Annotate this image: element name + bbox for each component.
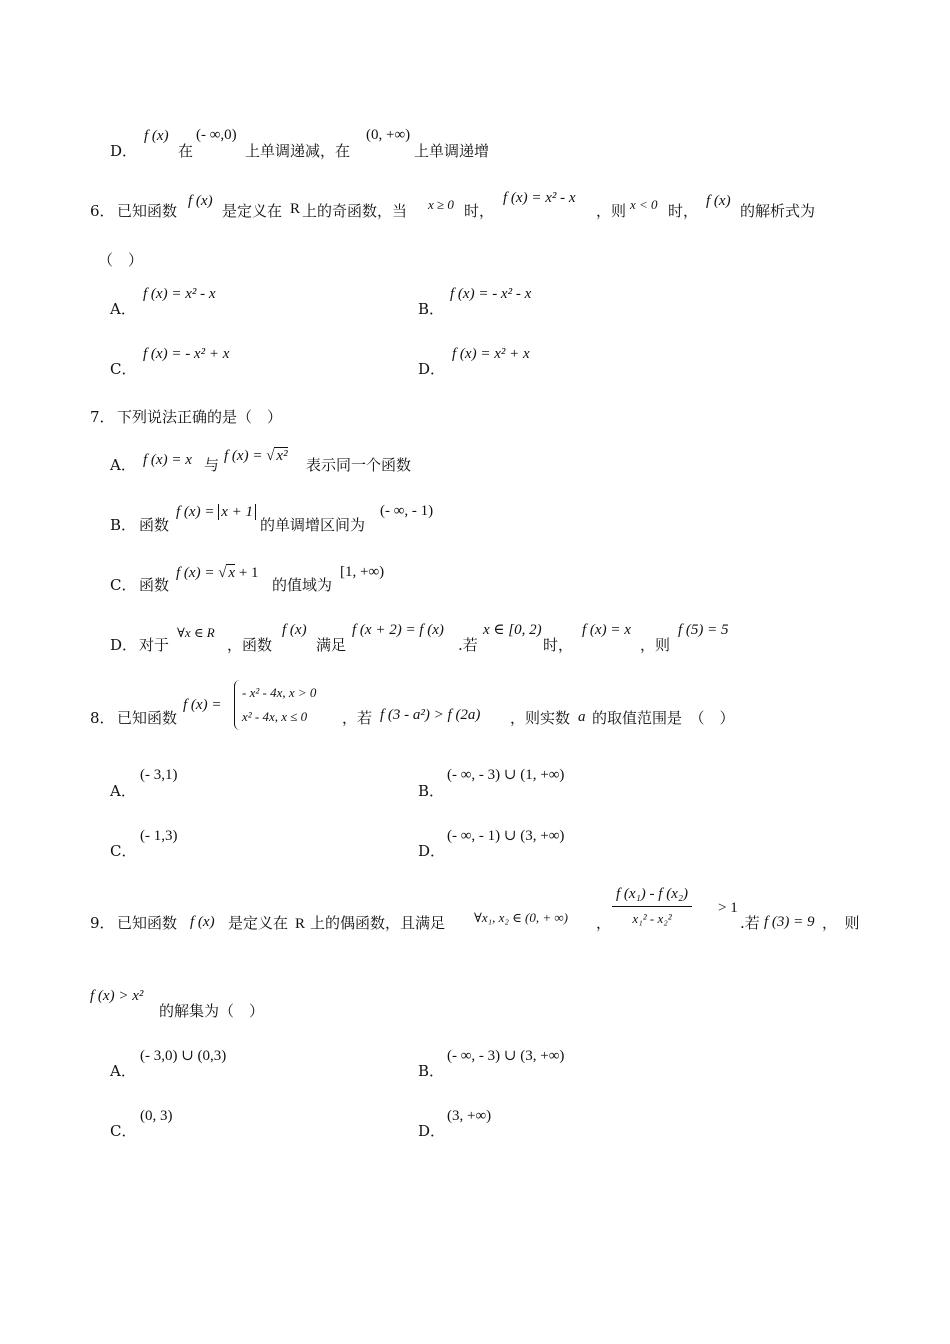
text: 时， xyxy=(543,636,574,654)
math-expr: f (x + 2) = f (x) xyxy=(352,622,444,638)
text: 与 xyxy=(204,456,220,474)
text: 的解析式为 xyxy=(740,202,816,220)
text: 已知函数 xyxy=(117,914,178,932)
math-expr: x ∈ [0, 2) xyxy=(483,622,542,638)
math-interval: (- ∞,0) xyxy=(196,127,237,143)
text: 已知函数 xyxy=(117,709,178,727)
text: .若 xyxy=(458,636,478,654)
option-label: A． xyxy=(110,456,136,474)
question-number: 8． xyxy=(90,709,115,727)
text: 上的奇函数，当 xyxy=(302,202,408,220)
text: 的解集为（ ） xyxy=(159,1002,265,1020)
option-label: B． xyxy=(110,516,137,534)
math-expr: f (x) > x² xyxy=(90,988,144,1004)
math-expr: f (5) = 5 xyxy=(678,622,729,638)
math-expr: f (x) = √ x + 1 xyxy=(176,565,259,581)
text: ， 则 xyxy=(822,914,860,932)
text: 对于 xyxy=(139,636,170,654)
option-c-expr: f (x) = - x² + x xyxy=(143,346,230,362)
text: 上单调递增 xyxy=(414,142,490,160)
math-symbol: R xyxy=(295,916,306,932)
text: ，若 xyxy=(342,709,373,727)
radicand: x² xyxy=(276,448,288,464)
text: 满足 xyxy=(316,636,347,654)
math-expr: f (x) xyxy=(706,193,731,209)
math-expr: f (x) xyxy=(190,914,215,930)
math-var: a xyxy=(578,709,586,725)
question-stem: 下列说法正确的是（ ） xyxy=(117,408,283,426)
math-expr: f (3 - a²) > f (2a) xyxy=(380,707,481,723)
option-d-expr: (3, +∞) xyxy=(447,1108,492,1124)
fraction xyxy=(612,884,692,929)
math-part: f (x) = xyxy=(224,448,267,464)
math-expr: f (x) = x xyxy=(143,452,192,468)
option-label: C． xyxy=(110,360,137,378)
text: ， xyxy=(596,914,612,932)
option-c-expr: (0, 3) xyxy=(140,1108,173,1124)
math-expr: ∀x₁, x₂ ∈ (0, + ∞) xyxy=(474,910,568,925)
text: 时， xyxy=(464,202,495,220)
abs-value: x + 1 xyxy=(218,504,256,520)
text: ，则 xyxy=(596,202,627,220)
option-d-expr: (- ∞, - 1) ∪ (3, +∞) xyxy=(447,828,565,844)
option-a-expr: f (x) = x² - x xyxy=(143,286,216,302)
option-b-expr: f (x) = - x² - x xyxy=(450,286,532,302)
math-part: + 1 xyxy=(235,565,259,581)
text: 在 xyxy=(178,142,194,160)
option-label: D． xyxy=(418,1122,446,1140)
math-expr: f (x) = x² - x xyxy=(503,190,576,206)
option-label: C． xyxy=(110,842,137,860)
math-interval: [1, +∞) xyxy=(340,564,385,580)
option-b-expr: (- ∞, - 3) ∪ (3, +∞) xyxy=(447,1048,565,1064)
option-label: A． xyxy=(110,300,136,318)
text: 上单调递减，在 xyxy=(245,142,351,160)
math-expr: x < 0 xyxy=(630,197,658,212)
piecewise-case-2: x² - 4x, x ≤ 0 xyxy=(242,709,308,724)
text: ，则实数 xyxy=(510,709,571,727)
question-number: 9． xyxy=(90,914,115,932)
math-part: f (x) = xyxy=(176,504,219,520)
option-label: D． xyxy=(418,842,446,860)
option-a-expr: (- 3,1) xyxy=(140,767,178,783)
answer-paren: （ ） xyxy=(98,251,144,269)
option-label: D． xyxy=(110,142,138,160)
option-label: C． xyxy=(110,576,137,594)
option-label: A． xyxy=(110,782,136,800)
math-symbol: R xyxy=(290,201,301,217)
text: 函数 xyxy=(139,516,170,534)
text: ，则 xyxy=(640,636,671,654)
math-interval: (0, +∞) xyxy=(366,127,411,143)
math-expr: f (x) = √ x² xyxy=(224,448,288,464)
math-expr xyxy=(176,502,256,522)
math-interval: (- ∞, - 1) xyxy=(380,503,434,519)
text: 是定义在 xyxy=(222,202,283,220)
text: 的取值范围是 （ ） xyxy=(592,709,735,727)
option-label: B． xyxy=(418,782,445,800)
option-b-expr: (- ∞, - 3) ∪ (1, +∞) xyxy=(447,767,565,783)
text: 时， xyxy=(668,202,699,220)
fraction-body xyxy=(612,884,692,929)
option-c-expr: (- 1,3) xyxy=(140,828,178,844)
option-label: D． xyxy=(110,636,138,654)
math-expr: x ≥ 0 xyxy=(428,197,454,212)
fraction-denominator: x₁² - x₂² xyxy=(632,911,672,926)
question-number: 7． xyxy=(90,408,115,426)
question-number: 6． xyxy=(90,202,115,220)
math-expr: f (x) = x xyxy=(582,622,631,638)
math-expr: f (x) = xyxy=(183,697,222,713)
option-label: B． xyxy=(418,1062,445,1080)
piecewise-case-1: - x² - 4x, x > 0 xyxy=(242,685,317,700)
option-label: D． xyxy=(418,360,446,378)
math-expr: f (3) = 9 xyxy=(764,914,815,930)
math-expr: f (x) xyxy=(282,622,307,638)
text: 是定义在 xyxy=(228,914,289,932)
text: 函数 xyxy=(139,576,170,594)
text: ，函数 xyxy=(227,636,273,654)
math-expr: f (x) xyxy=(144,128,169,144)
option-label: B． xyxy=(418,300,445,318)
option-a-expr: (- 3,0) ∪ (0,3) xyxy=(140,1048,227,1064)
option-label: C． xyxy=(110,1122,137,1140)
text: 表示同一个函数 xyxy=(306,456,412,474)
text: 上的偶函数，且满足 xyxy=(310,914,446,932)
option-label: A． xyxy=(110,1062,136,1080)
text: 的单调增区间为 xyxy=(260,516,366,534)
math-expr: f (x) xyxy=(188,193,213,209)
text: .若 xyxy=(740,914,760,932)
math-expr: > 1 xyxy=(718,900,738,916)
math-part: f (x) = xyxy=(176,565,219,581)
option-d-expr: f (x) = x² + x xyxy=(452,346,530,362)
math-expr: ∀x ∈ R xyxy=(177,625,215,640)
fraction-numerator: f (x₁) - f (x₂) xyxy=(612,884,692,907)
text: 已知函数 xyxy=(117,202,178,220)
text: 的值域为 xyxy=(272,576,333,594)
radicand: x xyxy=(228,565,236,581)
